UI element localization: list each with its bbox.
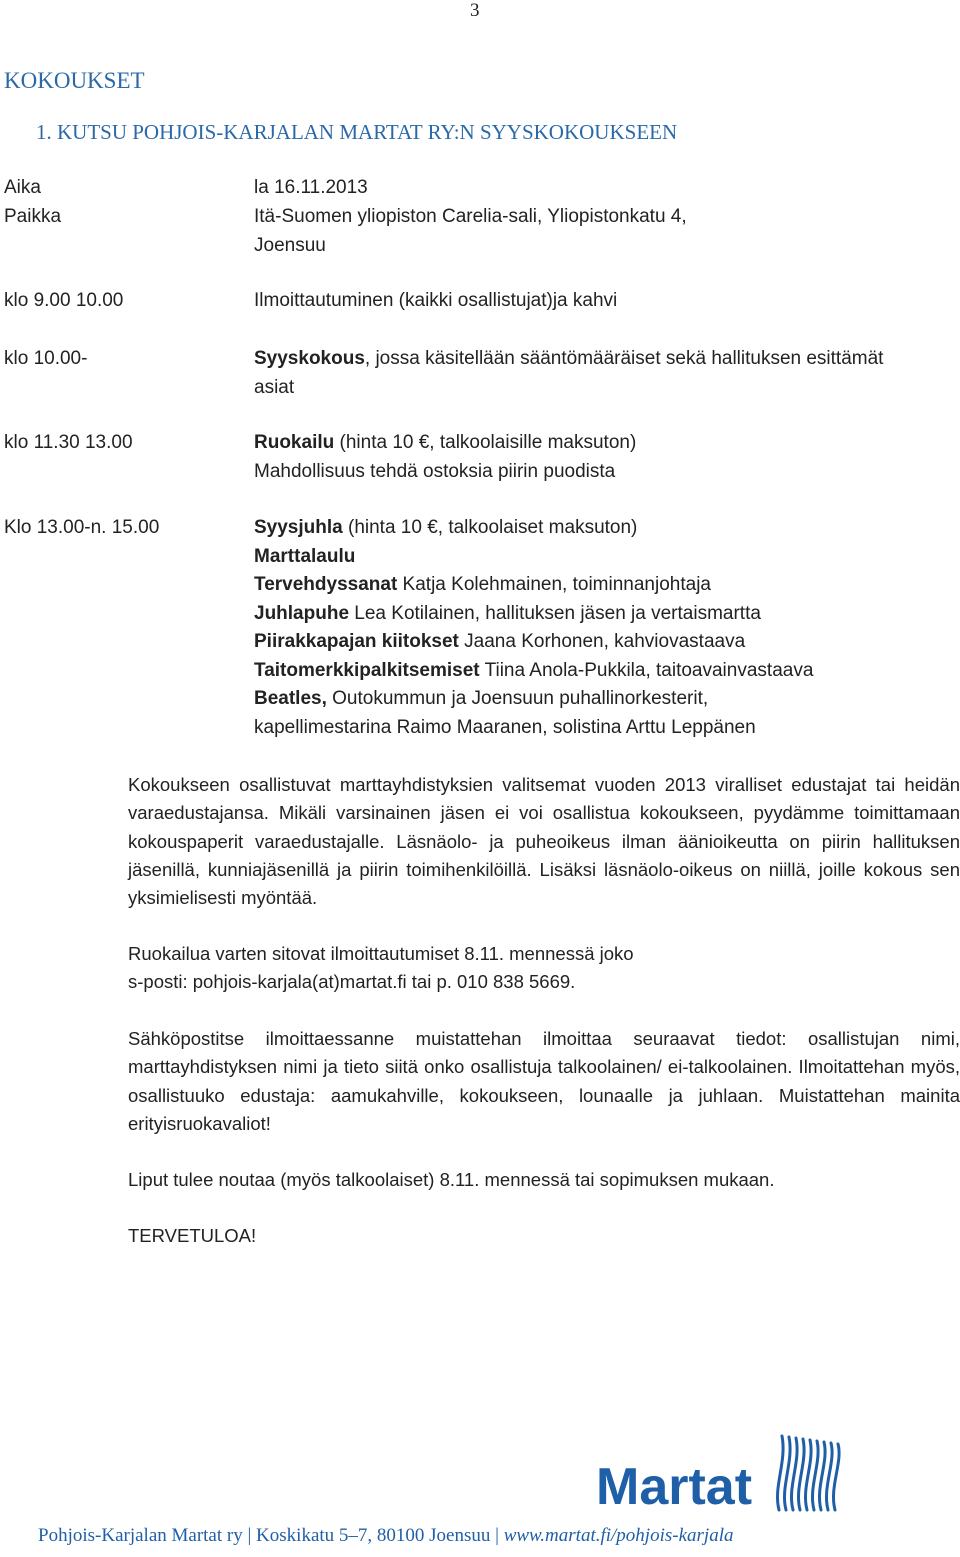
program-item: Piirakkapajan kiitokset Jaana Korhonen, kahviovastaava [254, 631, 746, 652]
logo-stripe [833, 1444, 839, 1510]
section-title: KOKOUKSET [4, 68, 145, 93]
sub-title: 1. KUTSU POHJOIS-KARJALAN MARTAT RY:N SYYSKOKOUKSEEN [36, 120, 678, 144]
martat-logo-icon [594, 1432, 844, 1522]
program-item: Juhlapuhe Lea Kotilainen, hallituksen jäsen ja vertaismartta [254, 602, 761, 624]
program-item: Taitomerkkipalkitsemiset Tiina Anola-Pukkila, taitoavainvastaava [254, 659, 814, 681]
program-item: Tervehdyssanat Katja Kolehmainen, toiminnanjohtaja [254, 574, 711, 595]
paragraph-welcome: TERVETULOA! [128, 1225, 257, 1246]
logo-stripe [791, 1438, 797, 1510]
schedule-time: klo 11.30 13.00 [4, 432, 133, 453]
program-item: Marttalaulu [254, 545, 356, 567]
logo-stripe [805, 1440, 811, 1510]
schedule-text: (hinta 10 €, talkoolaisille maksuton) [334, 432, 637, 453]
aika-value: la 16.11.2013 [254, 177, 368, 198]
program-item: Beatles, Outokummun ja Joensuun puhallinorkesterit, [254, 688, 709, 709]
schedule-text: (hinta 10 €, talkoolaiset maksuton) [342, 517, 638, 538]
footer-address-line: Pohjois-Karjalan Martat ry | Koskikatu 5–7, 80100 Joensuu | www.martat.fi/pohjois-karjala [38, 1525, 734, 1546]
page-number: 3 [470, 0, 480, 21]
paikka-value-1: Itä-Suomen yliopiston Carelia-sali, Yliopistonkatu 4, [254, 206, 687, 227]
registration-line-2: s-posti: pohjois-karjala(at)martat.fi tai p. 010 838 5669. [128, 971, 576, 993]
paikka-label: Paikka [4, 206, 62, 227]
schedule-text: , jossa käsitellään sääntömääräiset sekä hallituksen esittämät [364, 348, 884, 369]
paragraph-email-info: Sähköpostitse ilmoittaessanne muistattehan ilmoittaa seuraavat tiedot: osallistujan nimi, marttayhdistyksen nimi ja tieto siitä onko osallistuja talkoolainen/ ei-talkoolainen. Ilmoitattehan myös, osallistuuko edustaja: aamukahville, kokoukseen, lounaalle ja juhlaan. Muistattehan mainita erityisruokavaliot! [128, 1028, 960, 1134]
footer-org: Pohjois-Karjalan Martat ry [38, 1525, 243, 1546]
footer-web: www.martat.fi/pohjois-karjala [503, 1525, 734, 1546]
footer-address: Koskikatu 5–7, 80100 Joensuu [256, 1525, 491, 1546]
logo-stripe [819, 1442, 825, 1510]
paragraph-tickets: Liput tulee noutaa (myös talkoolaiset) 8.11. mennessä tai sopimuksen mukaan. [128, 1169, 775, 1190]
logo-text: Martat [596, 1458, 753, 1516]
paragraph-registration [128, 940, 960, 997]
schedule-bold: Ruokailu [254, 432, 335, 453]
schedule-bold: Syysjuhla [254, 517, 343, 538]
paikka-value-2: Joensuu [254, 234, 326, 256]
schedule-time: klo 10.00- [4, 348, 88, 369]
schedule-text-2: asiat [254, 376, 295, 398]
logo-stripe [798, 1439, 804, 1510]
schedule-text-2: Mahdollisuus tehdä ostoksia piirin puodista [254, 460, 616, 482]
paragraph-delegates: Kokoukseen osallistuvat marttayhdistyksien valitsemat vuoden 2013 viralliset edustajat tai heidän varaedustajansa. Mikäli varsinainen jäsen ei voi osallistua kokoukseen, pyydämme toimittamaan kokouspaperit varaedustajalle. Läsnäolo- ja puheoikeus ilman äänioikeutta on piirin hallituksen jäsenillä, kunniajäsenillä ja piirin toimihenkilöillä. Lisäksi läsnäolo-oikeus on niillä, joille kokous sen yksimielisesti myöntää. [128, 774, 960, 909]
registration-line-1: Ruokailua varten sitovat ilmoittautumiset 8.11. mennessä joko [128, 943, 634, 964]
schedule-text: Ilmoittautuminen (kaikki osallistujat)ja kahvi [254, 290, 618, 311]
logo-stripe [826, 1443, 832, 1510]
schedule-time: Klo 13.00-n. 15.00 [4, 517, 160, 538]
logo-stripe [777, 1436, 783, 1510]
schedule-bold: Syyskokous [254, 348, 365, 369]
aika-label: Aika [4, 177, 41, 198]
logo-stripe [784, 1437, 790, 1510]
schedule-time: klo 9.00 10.00 [4, 290, 124, 311]
logo-stripe [812, 1441, 818, 1510]
program-item: kapellimestarina Raimo Maaranen, solistina Arttu Leppänen [254, 716, 756, 738]
